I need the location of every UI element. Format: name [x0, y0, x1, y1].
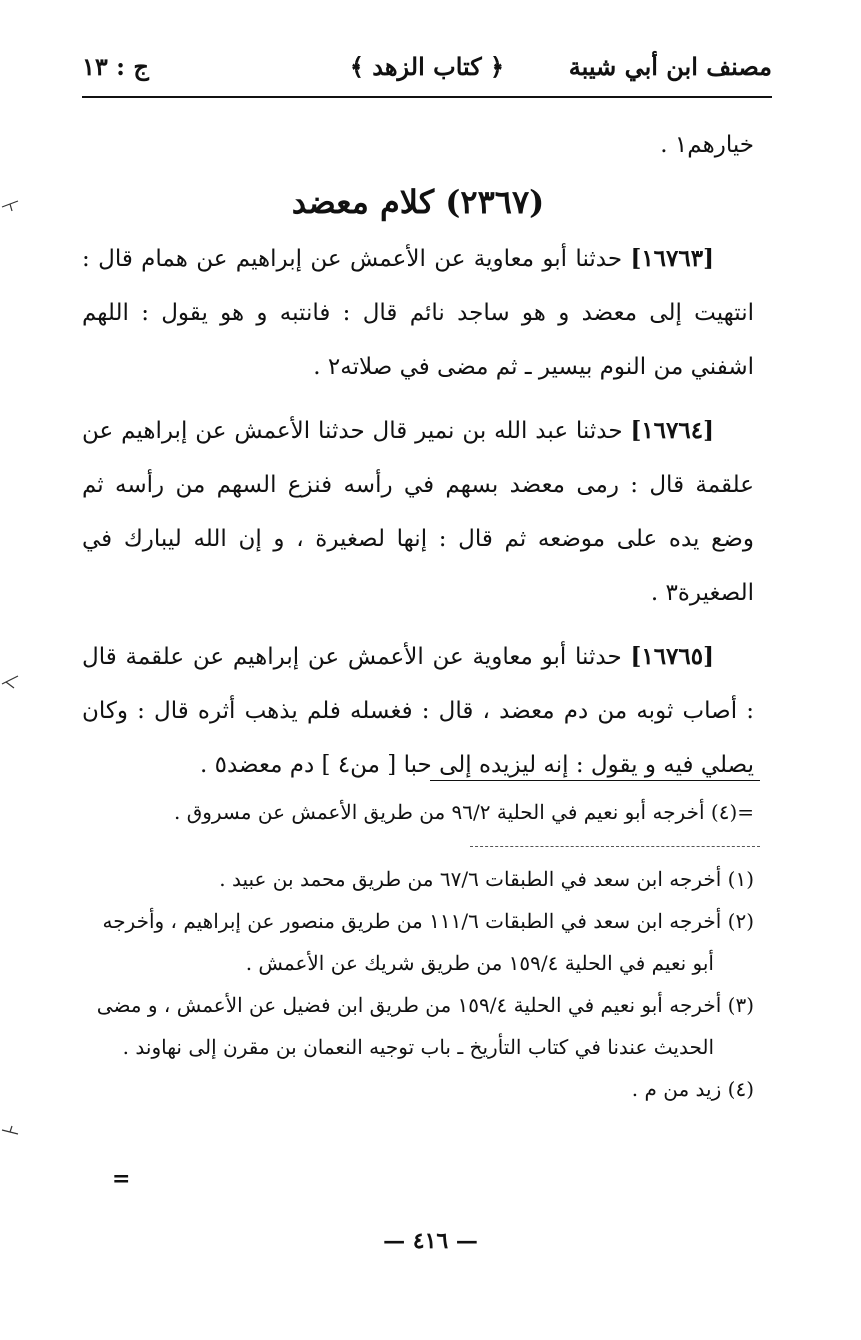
footnote-1: (١) أخرجه ابن سعد في الطبقات ٦٧/٦ من طريق محمد بن عبيد . [219, 867, 754, 891]
running-header [82, 46, 772, 90]
hadith-number: [١٦٧٦٣] [630, 245, 714, 272]
book-title: مصنف ابن أبي شيبة [568, 52, 772, 81]
margin-mark [0, 672, 20, 692]
footnote-4: (٤) زيد من م . [631, 1077, 754, 1101]
footnote-continues-mark: = [112, 1166, 131, 1192]
margin-mark [0, 195, 20, 215]
hadith-text: حدثنا عبد الله بن نمير قال حدثنا الأعمش عن إبراهيم عن علقمة قال : رمى معضد بسهم في رأسه فنزع السهم من رأسه ثم وضع يده على موضعه ثم قال : إنها لصغيرة ، و إن الله ليبارك في الصغيرة٣ . [82, 418, 754, 606]
footnotes [82, 858, 754, 1110]
hadith-number: [١٦٧٦٤] [630, 417, 714, 444]
hadith-number: [١٦٧٦٥] [630, 643, 715, 670]
header-rule [82, 96, 772, 98]
margin-mark [0, 1122, 20, 1142]
hadith-paragraph [82, 630, 754, 792]
footnote-2: (٢) أخرجه ابن سعد في الطبقات ١١١/٦ من طريق منصور عن إبراهيم ، وأخرجه أبو نعيم في الحلية ١٥٩/٤ من طريق شريك عن الأعمش . [102, 909, 754, 975]
footnote-separator [430, 780, 760, 781]
main-text [82, 118, 754, 792]
footnote-3: (٣) أخرجه أبو نعيم في الحلية ١٥٩/٤ من طريق ابن فضيل عن الأعمش ، و مضى الحديث عندنا في كتاب التأريخ ـ باب توجيه النعمان بن مقرن إلى نهاوند . [96, 993, 754, 1059]
footnote-dashed-separator [470, 846, 760, 847]
chapter-title: (٢٣٦٧) كلام معضد [291, 183, 545, 221]
footnote-continued: =(٤) أخرجه أبو نعيم في الحلية ٩٦/٢ من طريق الأعمش عن مسروق . [174, 800, 754, 824]
hadith-paragraph [82, 232, 754, 394]
section-title: ﴿ كتاب الزهد ﴾ [349, 52, 505, 81]
hadith-text: حدثنا أبو معاوية عن الأعمش عن إبراهيم عن علقمة قال : أصاب ثوبه من دم معضد ، قال : فغسله فلم يذهب أثره قال : وكان يصلي فيه و يقول : إنه ليزيده إلى حبا [ من٤ ] دم معضد٥ . [82, 644, 754, 778]
hadith-paragraph [82, 404, 754, 620]
volume-number: ج : ١٣ [82, 52, 149, 81]
continuation-line: خيارهم١ . [660, 132, 754, 158]
page-number: — ٤١٦ — [383, 1228, 478, 1254]
hadith-text: حدثنا أبو معاوية عن الأعمش عن إبراهيم عن همام قال : انتهيت إلى معضد و هو ساجد نائم قال : فانتبه و هو يقول : اللهم اشفني من النوم بيسير ـ ثم مضى في صلاته٢ . [82, 246, 754, 380]
